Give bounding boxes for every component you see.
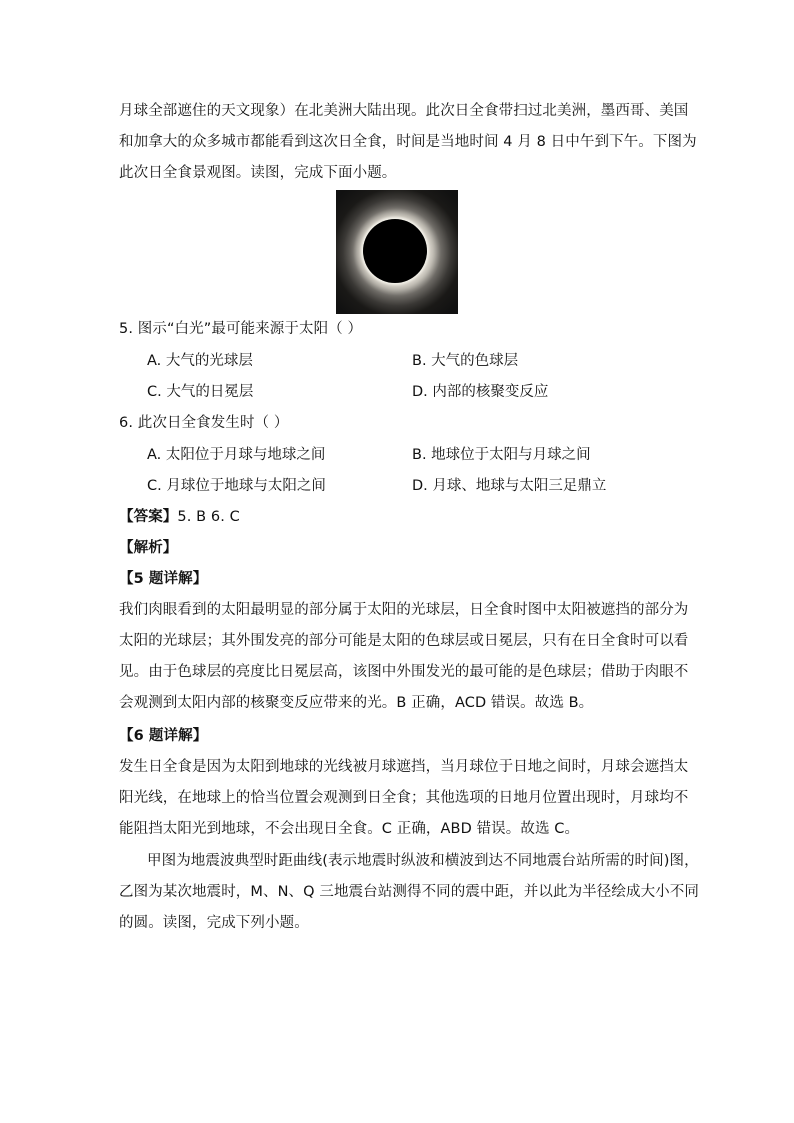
question-6-option-d: D. 月球、地球与太阳三足鼎立 [412, 478, 607, 494]
detail-6-line-2: 阳光线，在地球上的恰当位置会观测到日全食；其他选项的日地月位置出现时，月球均不 [119, 790, 689, 806]
solar-eclipse-image [336, 190, 458, 314]
detail-5-line-2: 太阳的光球层；其外围发亮的部分可能是太阳的色球层或日冕层，只有在日全食时可以看 [119, 633, 689, 649]
question-5-option-d: D. 内部的核聚变反应 [412, 384, 549, 400]
eclipse-moon-disc [363, 219, 427, 283]
detail-5-line-4: 会观测到太阳内部的核聚变反应带来的光。B 正确，ACD 错误。故选 B。 [119, 695, 594, 711]
intro-line-1: 月球全部遮住的天文现象）在北美洲大陆出现。此次日全食带扫过北美洲，墨西哥、美国 [119, 103, 689, 119]
question-6-stem: 6. 此次日全食发生时（ ） [119, 415, 289, 431]
next-intro-line-3: 的圆。读图，完成下列小题。 [119, 915, 309, 931]
answer-text: 5. B 6. C [177, 509, 240, 525]
next-intro-line-1: 甲图为地震波典型时距曲线(表示地震时纵波和横波到达不同地震台站所需的时间)图， [147, 853, 699, 869]
question-5-stem: 5. 图示“白光”最可能来源于太阳（ ） [119, 321, 363, 337]
question-6-option-b: B. 地球位于太阳与月球之间 [412, 447, 591, 463]
question-6-option-a: A. 太阳位于月球与地球之间 [147, 447, 326, 463]
detail-5-line-1: 我们肉眼看到的太阳最明显的部分属于太阳的光球层，日全食时图中太阳被遮挡的部分为 [119, 602, 689, 618]
question-5-option-a: A. 大气的光球层 [147, 353, 253, 369]
detail-6-line-1: 发生日全食是因为太阳到地球的光线被月球遮挡，当月球位于日地之间时，月球会遮挡太 [119, 759, 689, 775]
question-5-option-b: B. 大气的色球层 [412, 353, 519, 369]
answer-line [119, 507, 240, 527]
question-6-option-c: C. 月球位于地球与太阳之间 [147, 478, 326, 494]
detail-6-label: 【6 题详解】 [119, 728, 208, 744]
analysis-label: 【解析】 [119, 540, 178, 556]
detail-6-line-3: 能阻挡太阳光到地球，不会出现日全食。C 正确，ABD 错误。故选 C。 [119, 821, 580, 837]
next-intro-line-2: 乙图为某次地震时，M、N、Q 三地震台站测得不同的震中距，并以此为半径绘成大小不同 [119, 884, 699, 900]
detail-5-line-3: 见。由于色球层的亮度比日冕层高，该图中外围发光的最可能的是色球层；借助于肉眼不 [119, 664, 689, 680]
intro-line-3: 此次日全食景观图。读图，完成下面小题。 [119, 165, 397, 181]
answer-label: 【答案】 [119, 509, 178, 525]
intro-line-2: 和加拿大的众多城市都能看到这次日全食，时间是当地时间 4 月 8 日中午到下午。下图为 [119, 134, 697, 150]
detail-5-label: 【5 题详解】 [119, 571, 208, 587]
question-5-option-c: C. 大气的日冕层 [147, 384, 254, 400]
